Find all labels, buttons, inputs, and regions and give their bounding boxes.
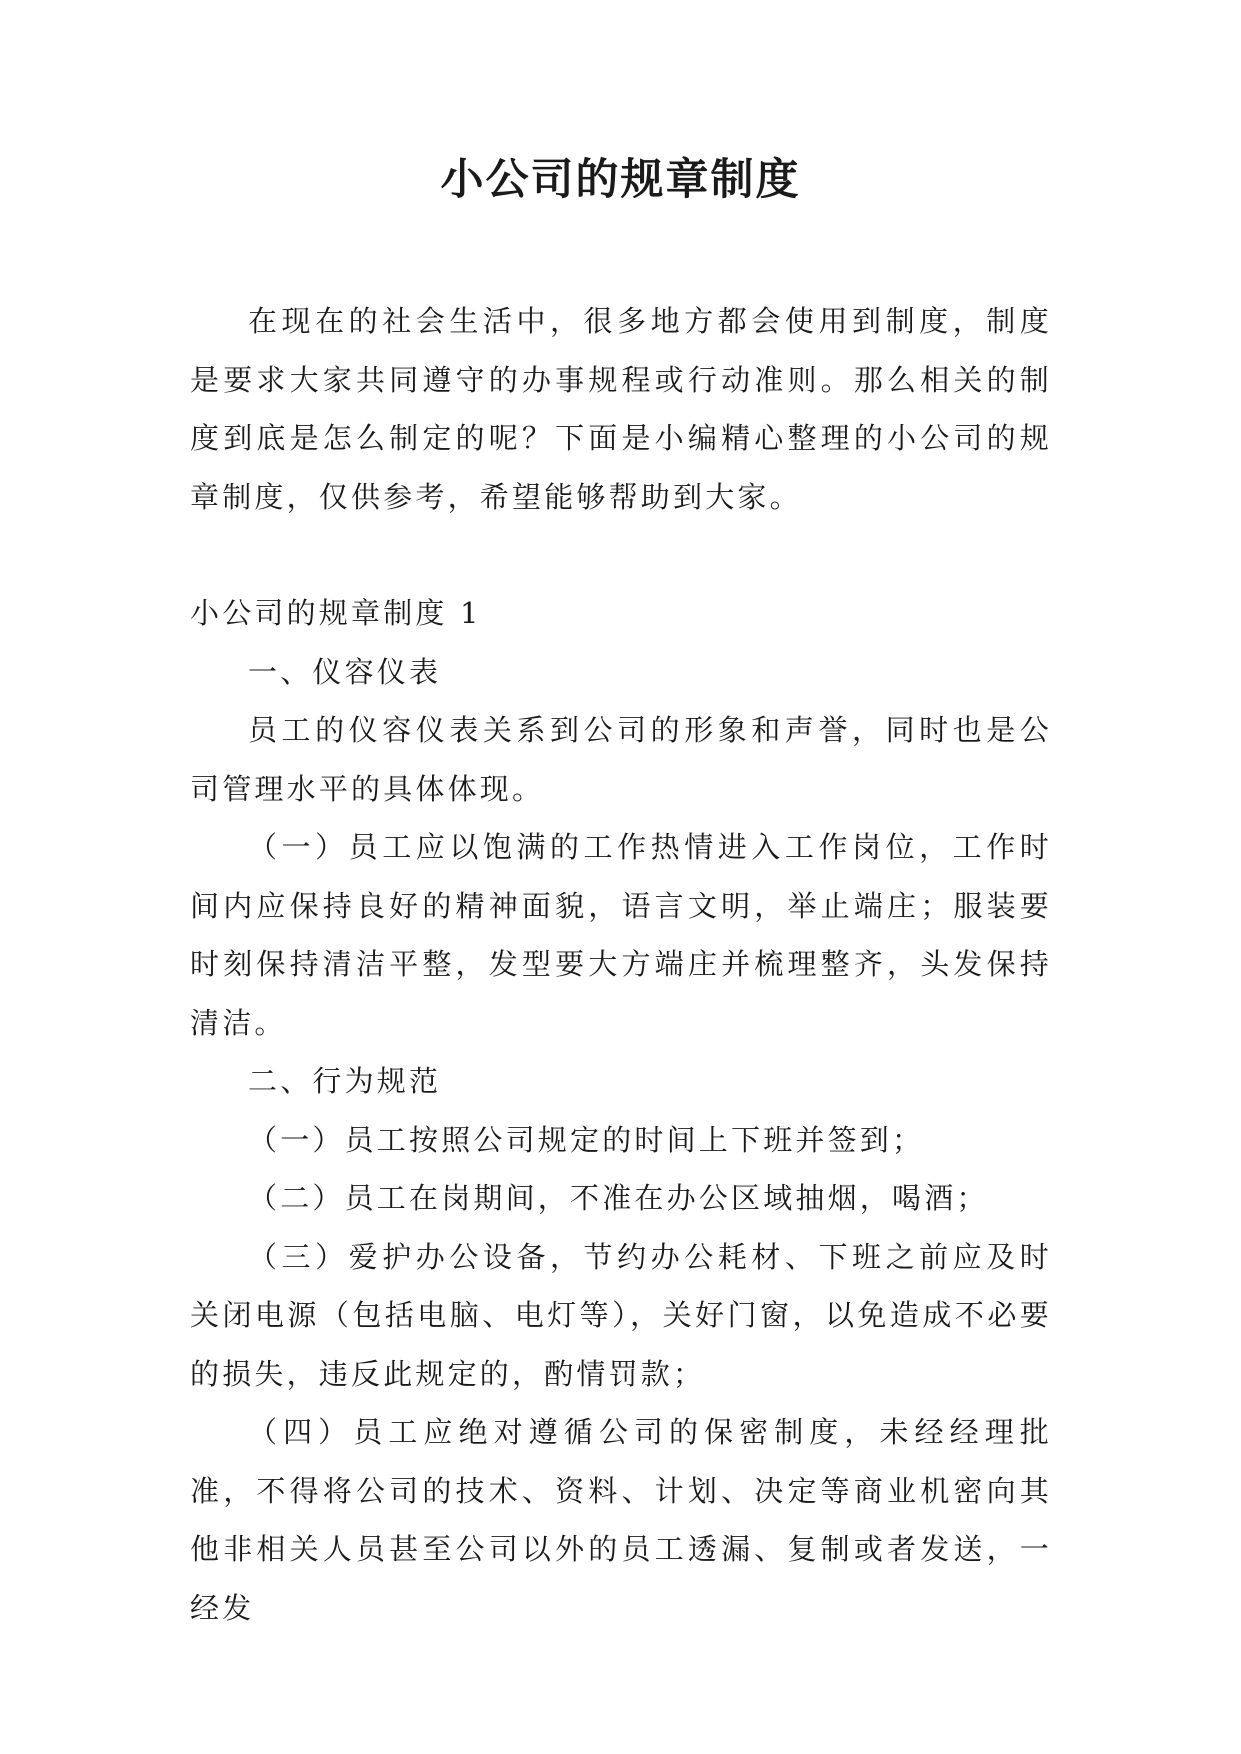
list-item: （一）员工应以饱满的工作热情进入工作岗位，工作时间内应保持良好的精神面貌，语言文明，举止端庄；服装要时刻保持清洁平整，发型要大方端庄并梳理整齐，头发保持清洁。	[190, 830, 1052, 1040]
list-item: （三）爱护办公设备，节约办公耗材、下班之前应及时关闭电源（包括电脑、电灯等），关好门窗，以免造成不必要的损失，违反此规定的，酌情罚款；	[190, 1239, 1052, 1391]
list-item: （二）员工在岗期间，不准在办公区域抽烟，喝酒；	[248, 1181, 989, 1215]
document-title: 小公司的规章制度	[440, 155, 801, 205]
list-item: （四）员工应绝对遵循公司的保密制度，未经经理批准，不得将公司的技术、资料、计划、决定等商业机密向其他非相关人员甚至公司以外的员工透漏、复制或者发送，一经发	[190, 1415, 1052, 1625]
list-item: （一）员工按照公司规定的时间上下班并签到；	[248, 1122, 925, 1157]
part-heading: 二、行为规范	[248, 1064, 442, 1098]
paragraph: 员工的仪容仪表关系到公司的形象和声誉，同时也是公司管理水平的具体体现。	[190, 713, 1052, 806]
document-body	[190, 292, 1052, 1637]
paragraph-spacer	[190, 526, 1052, 584]
section-heading: 小公司的规章制度 1	[190, 596, 482, 630]
part-heading: 一、仪容仪表	[248, 654, 442, 689]
intro-paragraph: 在现在的社会生活中，很多地方都会使用到制度，制度是要求大家共同遵守的办事规程或行动准则。那么相关的制度到底是怎么制定的呢？下面是小编精心整理的小公司的规章制度，仅供参考，希望能够帮助到大家。	[190, 304, 1052, 514]
